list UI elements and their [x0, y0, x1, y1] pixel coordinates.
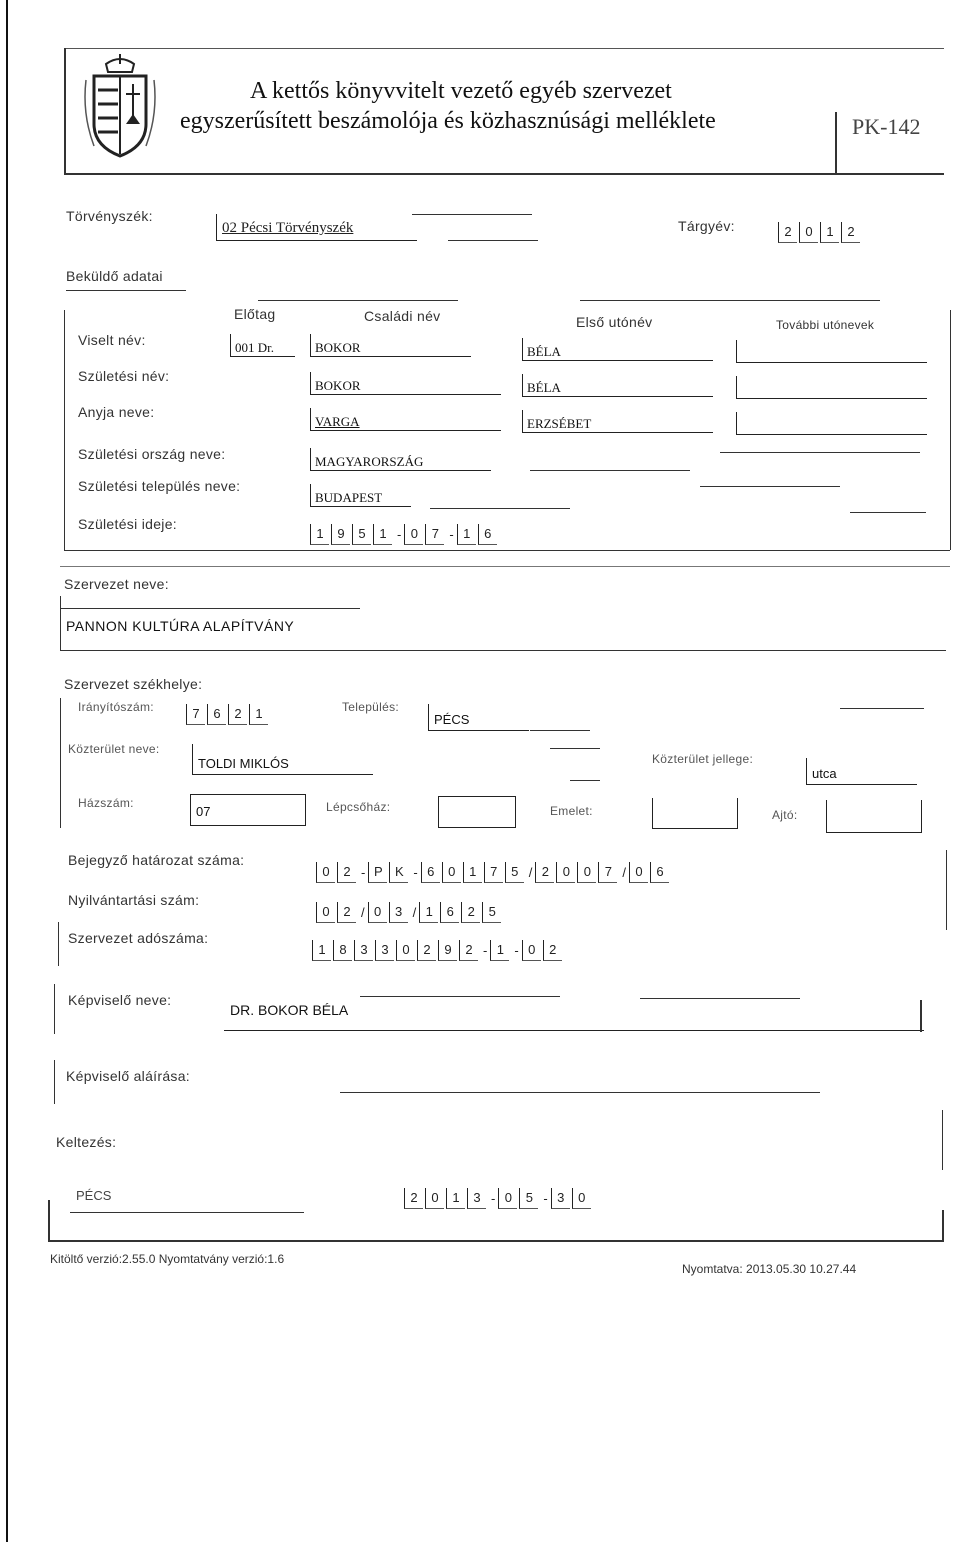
col-family: Családi név [364, 308, 441, 324]
record-char: 6 [440, 902, 459, 923]
tax-digit: 1 [490, 940, 509, 961]
header-left-rule [64, 48, 66, 174]
court-rule-2 [448, 240, 538, 241]
decision-separator: - [361, 865, 366, 880]
footer-left-rule [48, 1200, 50, 1240]
decision-char: 0 [577, 862, 596, 883]
birth-family: BOKOR [315, 378, 361, 393]
name-other-field[interactable] [736, 340, 927, 363]
sender-section-label: Beküldő adatai [66, 268, 163, 284]
court-value: 02 Pécsi Törvényszék [222, 220, 354, 236]
name-family: BOKOR [315, 340, 361, 355]
date-digit: 5 [352, 524, 371, 545]
dating-digit: 0 [425, 1188, 444, 1209]
col-prefix: Előtag [234, 306, 276, 322]
year-digit: 1 [820, 222, 839, 243]
birth-name-label: Születési név: [78, 368, 170, 384]
birth-country-label: Születési ország neve: [78, 446, 226, 462]
birth-city-label: Születési település neve: [78, 478, 241, 494]
dating-digit: 0 [572, 1188, 591, 1209]
tax-digit: 2 [417, 940, 436, 961]
decision-char: 2 [337, 862, 356, 883]
scan-edge [6, 0, 8, 1542]
tax-digit: 2 [459, 940, 478, 961]
dating-date-field[interactable] [404, 1188, 593, 1209]
record-separator: / [361, 905, 365, 920]
name-first: BÉLA [527, 344, 561, 359]
city-label: Település: [342, 700, 400, 714]
place-line[interactable] [70, 1212, 304, 1213]
decision-char: 0 [629, 862, 648, 883]
rep-signature-label: Képviselő aláírása: [66, 1068, 190, 1084]
tax-separator: - [483, 943, 488, 958]
decision-char: 6 [421, 862, 440, 883]
signature-line[interactable] [340, 1092, 820, 1093]
birth-country: MAGYARORSZÁG [315, 454, 424, 469]
sender-bottom-rule [64, 550, 950, 551]
decision-field[interactable] [316, 862, 671, 883]
zip-digit: 2 [228, 704, 247, 725]
footer-rule [48, 1240, 944, 1242]
tax-digit: 3 [354, 940, 373, 961]
year-digit: 2 [841, 222, 860, 243]
tax-field[interactable] [312, 940, 564, 961]
record-char: 2 [461, 902, 480, 923]
name-label: Viselt név: [78, 332, 146, 348]
decision-char: 0 [556, 862, 575, 883]
country-rule [530, 470, 690, 471]
year-digit: 0 [799, 222, 818, 243]
dating-digit: 5 [519, 1188, 538, 1209]
year-digit: 2 [778, 222, 797, 243]
dating-separator: - [543, 1191, 548, 1206]
decision-char: P [368, 862, 387, 883]
dating-digit: 2 [404, 1188, 423, 1209]
tax-digit: 3 [375, 940, 394, 961]
date-digit: 0 [404, 524, 423, 545]
sender-left-rule [64, 310, 65, 550]
dating-digit: 3 [467, 1188, 486, 1209]
dating-digit: 0 [498, 1188, 517, 1209]
rep-name-label: Képviselő neve: [68, 992, 172, 1008]
date-digit: 7 [425, 524, 444, 545]
tax-digit: 0 [522, 940, 541, 961]
door-field[interactable] [826, 800, 922, 833]
tax-digit: 9 [438, 940, 457, 961]
record-field[interactable] [316, 902, 503, 923]
header-divider [835, 112, 837, 174]
org-name: PANNON KULTÚRA ALAPÍTVÁNY [66, 618, 295, 634]
sender-rule [258, 300, 458, 301]
coat-of-arms-icon [80, 54, 160, 164]
dating-place: PÉCS [76, 1188, 112, 1203]
tax-label: Szervezet adószáma: [68, 930, 209, 946]
form-code: PK-142 [852, 114, 921, 139]
org-name-bottom [60, 650, 946, 651]
zip-digit: 7 [186, 704, 205, 725]
decision-char: 0 [316, 862, 335, 883]
floor-field[interactable] [652, 798, 738, 829]
year-label: Tárgyév: [678, 218, 735, 234]
decision-char: 7 [484, 862, 503, 883]
org-house: 07 [196, 804, 211, 819]
stair-field[interactable] [438, 796, 516, 828]
mother-first: ERZSÉBET [527, 416, 592, 431]
court-rule [412, 214, 532, 215]
street-label: Közterület neve: [68, 742, 160, 756]
record-char: 5 [482, 902, 501, 923]
decision-label: Bejegyző határozat száma: [68, 852, 245, 868]
col-other: További utónevek [776, 318, 875, 332]
record-char: 0 [316, 902, 335, 923]
street-rule [550, 748, 600, 749]
date-separator: - [449, 527, 454, 542]
rep-rule [640, 998, 800, 999]
record-char: 2 [337, 902, 356, 923]
year-field[interactable] [778, 222, 862, 243]
record-char: 1 [419, 902, 438, 923]
date-digit: 9 [331, 524, 350, 545]
zip-field[interactable] [186, 704, 270, 725]
decision-char: 5 [505, 862, 524, 883]
sender-rule [580, 300, 880, 301]
zip-label: Irányítószám: [78, 700, 154, 714]
tax-digit: 2 [543, 940, 562, 961]
record-char: 0 [368, 902, 387, 923]
col-first: Első utónév [576, 314, 653, 330]
zip-digit: 1 [249, 704, 268, 725]
form-title-line2: egyszerűsített beszámolója és közhasznúsági melléklete [180, 108, 716, 134]
tax-digit: 8 [333, 940, 352, 961]
decision-separator: / [528, 865, 533, 880]
city-rule [700, 486, 840, 487]
seat-label: Szervezet székhelye: [64, 676, 203, 692]
date-separator: - [397, 527, 402, 542]
country-rule [720, 452, 920, 453]
record-separator: / [412, 905, 417, 920]
footer-right-rule [942, 1210, 944, 1240]
mother-family: VARGA [315, 414, 360, 429]
dating-digit: 3 [551, 1188, 570, 1209]
footer-version: Kitöltő verzió:2.55.0 Nyomtatvány verzió:1.6 [50, 1252, 285, 1266]
decision-char: K [389, 862, 408, 883]
name-prefix: 001 Dr. [235, 340, 274, 355]
rep-rule [360, 996, 560, 997]
header-top-rule [64, 48, 944, 49]
date-digit: 1 [373, 524, 392, 545]
floor-label: Emelet: [550, 804, 593, 818]
sender-rule [66, 290, 186, 291]
decision-char: 0 [442, 862, 461, 883]
dating-separator: - [491, 1191, 496, 1206]
house-label: Házszám: [78, 796, 134, 810]
city-rule [840, 708, 924, 709]
tax-left-rule [58, 922, 59, 966]
decision-char: 7 [598, 862, 617, 883]
rep-name-right [920, 1000, 922, 1032]
org-street-type: utca [812, 766, 837, 781]
org-city: PÉCS [434, 712, 470, 727]
birth-date-field[interactable] [310, 524, 499, 545]
stair-label: Lépcsőház: [326, 800, 391, 814]
mother-label: Anyja neve: [78, 404, 155, 420]
sender-right-rule [950, 310, 951, 550]
street-rule [570, 780, 600, 781]
court-label: Törvényszék: [66, 208, 153, 224]
dating-right-rule [942, 1110, 943, 1170]
rep-name: DR. BOKOR BÉLA [230, 1002, 349, 1018]
rep-left-rule [54, 984, 55, 1034]
city-rule [530, 730, 590, 731]
org-street: TOLDI MIKLÓS [198, 756, 289, 771]
birth-city: BUDAPEST [315, 490, 383, 505]
form-title-line1: A kettős könyvvitelt vezető egyéb szervezet [250, 78, 672, 104]
record-label: Nyilvántartási szám: [68, 892, 200, 908]
registration-right-rule [946, 850, 947, 930]
decision-char: 2 [535, 862, 554, 883]
footer-printed: Nyomtatva: 2013.05.30 10.27.44 [682, 1262, 857, 1276]
birth-date-label: Születési ideje: [78, 516, 177, 532]
org-top-rule [60, 566, 950, 567]
org-name-left [60, 596, 61, 650]
header-bottom-rule [64, 173, 944, 175]
birth-other-field[interactable] [736, 376, 927, 399]
seat-left-rule [60, 698, 61, 828]
zip-digit: 6 [207, 704, 226, 725]
decision-separator: / [622, 865, 626, 880]
org-name-rule [60, 608, 360, 609]
city-rule [430, 508, 570, 509]
org-name-label: Szervezet neve: [64, 576, 169, 592]
street-type-label: Közterület jellege: [652, 752, 754, 766]
date-digit: 1 [310, 524, 329, 545]
tax-digit: 1 [312, 940, 331, 961]
decision-char: 1 [463, 862, 482, 883]
city-rule [850, 512, 926, 513]
dating-digit: 1 [446, 1188, 465, 1209]
date-digit: 1 [457, 524, 476, 545]
tax-digit: 0 [396, 940, 415, 961]
decision-char: 6 [650, 862, 669, 883]
sig-left-rule [54, 1060, 55, 1104]
mother-other-field[interactable] [736, 412, 927, 435]
record-char: 3 [389, 902, 408, 923]
tax-separator: - [514, 943, 519, 958]
birth-first: BÉLA [527, 380, 561, 395]
decision-separator: - [413, 865, 418, 880]
date-digit: 6 [478, 524, 497, 545]
dating-label: Keltezés: [56, 1134, 117, 1150]
door-label: Ajtó: [772, 808, 798, 822]
